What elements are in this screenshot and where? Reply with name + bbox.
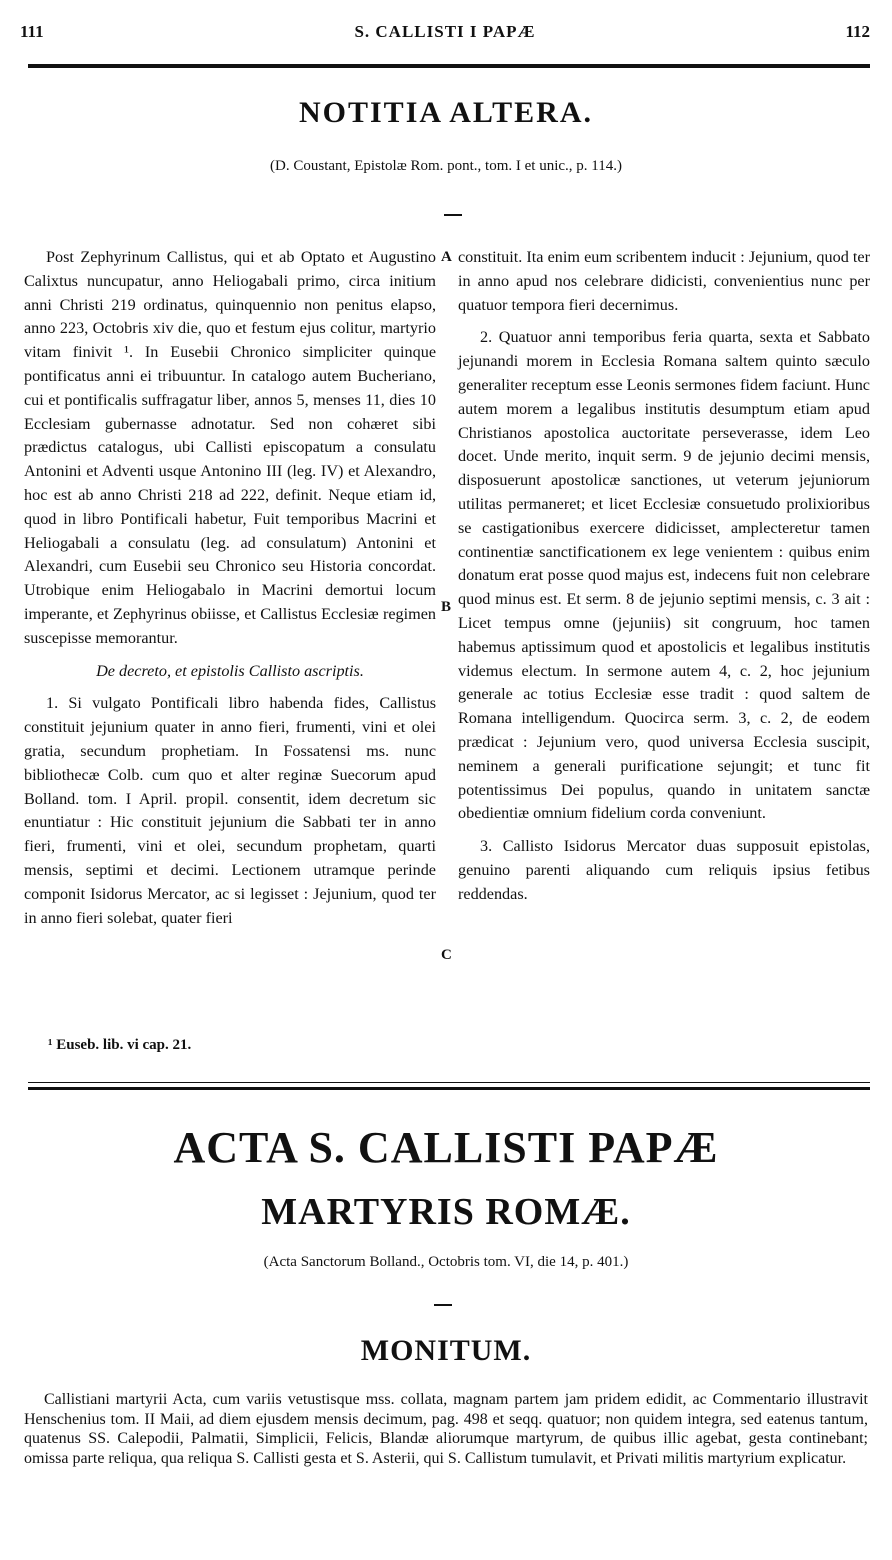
margin-letter-b: B <box>441 599 452 615</box>
running-header <box>20 22 870 42</box>
left-column <box>24 246 436 930</box>
monitum-title: MONITUM. <box>360 1334 532 1367</box>
acta-subtitle: MARTYRIS ROMÆ. <box>261 1191 631 1233</box>
footnote: ¹ Euseb. lib. vi cap. 21. <box>48 1037 192 1053</box>
acta-source: (Acta Sanctorum Bolland., Octobris tom. VI, die 14, p. 401.) <box>263 1254 629 1270</box>
paragraph-3: 3. Callisto Isidorus Mercator duas supposuit epistolas, genuino parenti aliquando cum reliquis ipsius fetibus reddendas. <box>458 837 870 903</box>
page-number-right: 112 <box>845 22 870 41</box>
paragraph-continued: constituit. Ita enim eum scribentem inducit : Jejunium, quod ter in anno apud nos celebrare didicisti, convenientius nunc per quatuor tempora fieri decernimus. <box>458 248 870 314</box>
header-rule <box>28 64 870 68</box>
section-dash-2 <box>434 1304 452 1306</box>
right-column <box>458 246 870 907</box>
section-subheading: De decreto, et epistolis Callisto ascriptis. <box>96 661 364 680</box>
notitia-source: (D. Coustant, Epistolæ Rom. pont., tom. I et unic., p. 114.) <box>270 158 622 174</box>
paragraph-2: 2. Quatuor anni temporibus feria quarta, sexta et Sabbato jejunandi morem in Ecclesia Romana saltem quinto sæculo generaliter receptum esse Leonis sermones fidem faciunt. Hunc autem morem a legalibus institutis desumptum etiam apud Christianos apostolica auctoritate perseverasse, idem Leo docet. Unde merito, inquit serm. 9 de jejunio decimi mensis, disposuerunt apostolicæ sanctiones, ut veterum jejuniorum utilitas permaneret; et licet Ecclesiæ consuetudo prolixioribus se castigationibus exercere didicisset, amplecteretur tamen continentiæ sanctificationem ex lege venientem : quibus enim donatum erat posse quod majus est, indecens fuit non celebrare quod minus est. Et serm. 8 de jejunio septimi mensis, c. 3 ait : Licet tempus omne (jejuniis) sit congruum, hoc tamen habemus aptissimum quod et apostolicis et legalibus institutis videmus electum. In sermone autem 4, c. 2, hoc jejunium generale ac totius Ecclesiæ esse tradit : quod saltem de Romana intelligendum. Quocirca serm. 3, c. 2, de eodem prædicat : Jejunium vero, quod universa Ecclesia suscipit, neminem a generali purificatione sejungit; et tunc fit potentissimus Dei populus, quando in unitatem sanctæ obedientiæ omnium fidelium corda conveniunt. <box>458 328 870 823</box>
monitum-text-block <box>24 1390 868 1468</box>
monitum-paragraph: Callistiani martyrii Acta, cum variis vetustisque mss. collata, magnam partem jam pridem edidit, ac Commentario illustravit Henschenius tom. II Maii, ad diem ejusdem mensis decimum, pag. 498 et seqq. quatuor; non quidem integra, sed eatenus tantum, quatenus SS. Calepodii, Palmatii, Simplicii, Felicis, Blandæ aliorumque martyrum, de quibus illic agebat, gesta continebant; omissa parte reliqua, qua reliqua S. Callisti gesta et S. Asterii, qui S. Callistum tumulavit, et Privati militis martyrium explicatur. <box>24 1391 868 1467</box>
page-number-left: 111 <box>20 22 44 41</box>
section-dash <box>444 214 462 216</box>
section-rule-thin <box>28 1082 870 1083</box>
margin-letter-a: A <box>441 249 452 265</box>
paragraph-1: 1. Si vulgato Pontificali libro habenda fides, Callistus constituit jejunium quater in anno fieri, frumenti, vini et olei gratia, secundum prophetiam. In Fossatensi ms. nunc bibliothecæ Colb. cum quo et alter reginæ Suecorum apud Bolland. tom. I April. propil. consentit, idem decretum sic enuntiatur : Hic constituit jejunium die Sabbati ter in anno fieri, frumenti, vini et olei, secundum prophetam, quarti mensis, septimi et decimi. Lectionem utramque perinde componit Isidorus Mercator, ac si legisset : Jejunium, quod ter in anno fieri solebat, quater fieri <box>24 694 436 927</box>
margin-letter-c: C <box>441 947 452 963</box>
running-title: S. CALLISTI I PAPÆ <box>354 22 536 41</box>
notitia-title: NOTITIA ALTERA. <box>299 96 593 129</box>
section-rule-thick <box>28 1087 870 1090</box>
paragraph-intro: Post Zephyrinum Callistus, qui et ab Optato et Augustino Calixtus nuncupatur, anno Heliogabali primo, circa initium anni Christi 219 ordinatus, quinquennio non penitus elapso, anno 223, Octobris xiv die, quo et festum ejus colitur, martyrio vitam finivit ¹. In Eusebii Chronico simpliciter quinque pontificatus anni ei tribuuntur. In catalogo autem Bucheriano, cui et pontificalis suffragatur liber, annos 5, menses 11, dies 10 Ecclesiam gubernasse adnotatur. Sed non cohæret sibi prædictus catalogus, ubi Callisti episcopatum a consulatu Antonini et Adventi usque Antonino III (leg. IV) et Alexandro, hoc est ab anno Christi 218 ad 222, definit. Neque etiam id, quod in libro Pontificali habetur, Fuit temporibus Macrini et Heliogabali a consulatu (leg. ad consulatum) Antonini et Alexandri, cum Eusebii seu Chronico seu Historia concordat. Utrobique enim Heliogabalo in Macrini demortui locum imperante, et Zephyrinus obiisse, et Callistus Ecclesiæ regimen suscepisse memorantur. <box>24 248 436 647</box>
acta-title: ACTA S. CALLISTI PAPÆ <box>173 1123 719 1172</box>
